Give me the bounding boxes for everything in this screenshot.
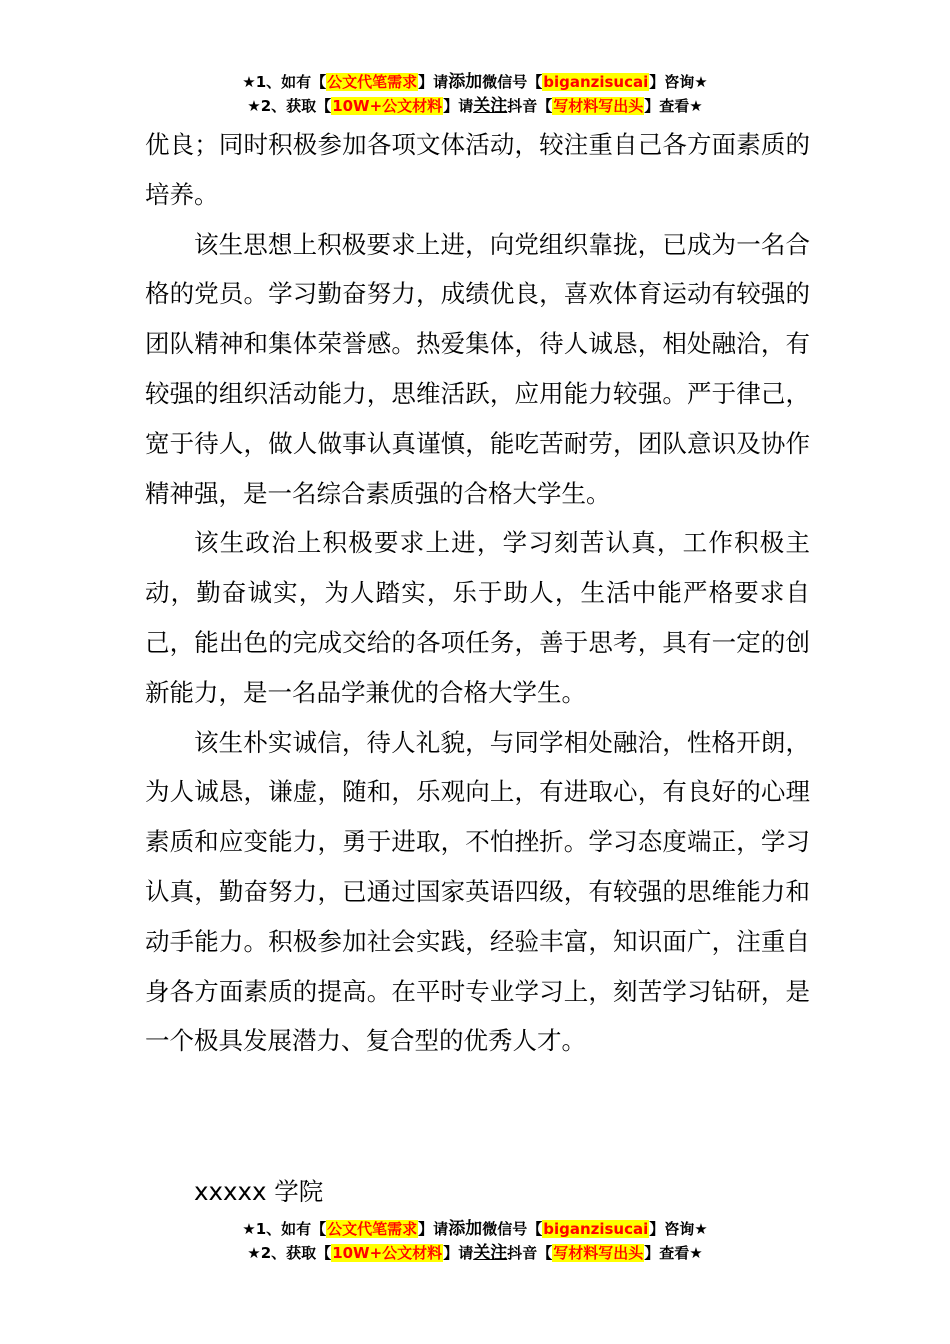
paragraph-evaluation-2: 该生政治上积极要求上进，学习刻苦认真，工作积极主动，勤奋诚实，为人踏实，乐于助人，生活中能严格要求自己，能出色的完成交给的各项任务，善于思考，具有一定的创新能力，是一名品学兼优的合格大学生。 [145, 528, 810, 707]
footer-highlight-douyin: 写材料写出头 [553, 1244, 644, 1262]
footer-emphasis-add: 添加 [448, 1219, 483, 1239]
document-body [145, 120, 810, 1066]
paragraph-evaluation-1: 该生思想上积极要求上进，向党组织靠拢，已成为一名合格的党员。学习勤奋努力，成绩优良，喜欢体育运动有较强的团队精神和集体荣誉感。热爱集体，待人诚恳，相处融洽，有较强的组织活动能力，思维活跃，应用能力较强。严于律己，宽于待人，做人做事认真谨慎，能吃苦耐劳，团队意识及协作精神强，是一名综合素质强的合格大学生。 [145, 229, 810, 508]
footer-emphasis-follow: 关注 [473, 1243, 508, 1263]
footer-banner-line-1: ★1、如有【公文代笔需求】请添加微信号【biganzisucai】咨询★ [242, 1219, 708, 1239]
footer-banner [0, 1217, 950, 1265]
banner-line-2: ★2、获取【10W+公文材料】请关注抖音【写材料写出头】查看★ [247, 96, 703, 116]
signature-college: xxxxx 学院 [194, 1177, 324, 1206]
banner-emphasis-add: 添加 [448, 72, 483, 92]
paragraph-continuation: 优良；同时积极参加各项文体活动，较注重自己各方面素质的培养。 [145, 130, 810, 209]
footer-highlight-wechat: biganzisucai [543, 1220, 649, 1238]
footer-banner-line-2: ★2、获取【10W+公文材料】请关注抖音【写材料写出头】查看★ [247, 1243, 703, 1263]
banner-highlight-service: 公文代笔需求 [327, 73, 418, 91]
banner-highlight-wechat: biganzisucai [543, 73, 649, 91]
footer-highlight-service: 公文代笔需求 [327, 1220, 418, 1238]
paragraph-evaluation-3: 该生朴实诚信，待人礼貌，与同学相处融洽，性格开朗，为人诚恳，谦虚，随和，乐观向上，有进取心，有良好的心理素质和应变能力，勇于进取，不怕挫折。学习态度端正，学习认真，勤奋努力，已通过国家英语四级，有较强的思维能力和动手能力。积极参加社会实践，经验丰富，知识面广，注重自身各方面素质的提高。在平时专业学习上，刻苦学习钻研，是一个极具发展潜力、复合型的优秀人才。 [145, 727, 810, 1056]
banner-highlight-materials: 10W+公文材料 [332, 97, 443, 115]
banner-line-1: ★1、如有【公文代笔需求】请添加微信号【biganzisucai】咨询★ [242, 72, 708, 92]
footer-highlight-materials: 10W+公文材料 [332, 1244, 443, 1262]
header-banner [0, 70, 950, 118]
banner-highlight-douyin: 写材料写出头 [553, 97, 644, 115]
banner-emphasis-follow: 关注 [473, 96, 508, 116]
